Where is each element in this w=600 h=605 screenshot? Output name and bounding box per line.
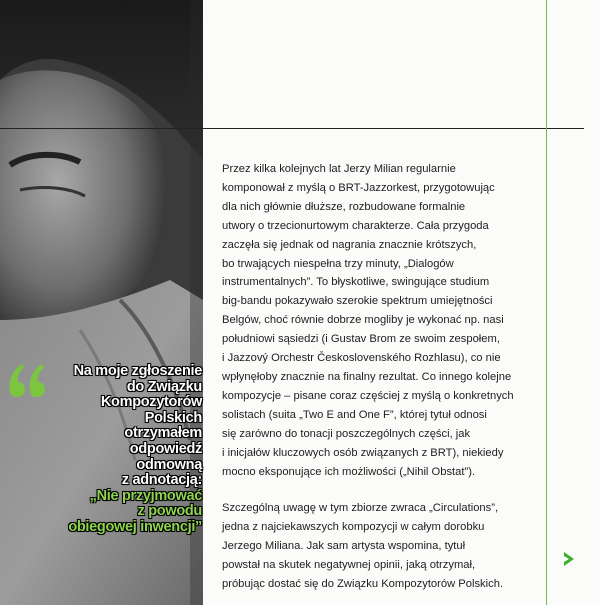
pull-quote-line: odmowną (136, 456, 202, 473)
paragraph-1 (222, 160, 542, 481)
text-line: południowi sąsiedzi (i Gustav Brom ze swoim zespołem, (222, 333, 500, 346)
text-line: mocno eksponujące ich możliwości („Nihil Obstat”). (222, 465, 476, 478)
chevron-right-icon (562, 551, 576, 567)
horizontal-rule (0, 128, 584, 129)
text-line: Przez kilka kolejnych lat Jerzy Milian regularnie (222, 163, 456, 175)
pull-quote-highlight-line: „Nie przyjmować (89, 487, 202, 504)
text-line: próbując dostać się do Związku Kompozytorów Polskich. (222, 578, 504, 591)
text-line: instrumentalnych”. To błyskotliwe, swingujące studium (222, 276, 490, 289)
text-line: komponował z myślą o BRT-Jazzorkest, przygotowując (222, 181, 495, 194)
text-line: Jerzego Miliana. Jak sam artysta wspomina, tytuł (222, 540, 466, 553)
text-line: dla nich głównie dłuższe, rozbudowane formalnie (222, 200, 466, 213)
pull-quote-line: Polskich (144, 409, 202, 426)
pull-quote-line: Kompozytorów (100, 394, 202, 411)
text-line: big-bandu pokazywało szerokie spektrum umiejętności (222, 295, 493, 308)
text-line: wpłynęłoby znacznie na finalny rezultat. Co innego kolejne (222, 370, 512, 383)
text-line: zaczęła się jednak od nagrania znacznie krótszych, (222, 238, 477, 251)
pull-quote-highlight-line: obiegowej inwencji” (68, 518, 202, 535)
paragraph-2 (222, 499, 542, 594)
text-line: kompozycje – pisane coraz częściej z myślą o konkretnych (222, 389, 514, 402)
pull-quote-line: otrzymałem (124, 425, 202, 442)
text-line: utwory o trzecionurtowym charakterze. Cała przygoda (222, 219, 489, 232)
text-line: bo trwających niespełna trzy minuty, „Dialogów (222, 257, 454, 270)
pull-quote-line: z adnotacją: (121, 472, 202, 489)
text-line: Szczególną uwagę w tym zbiorze zwraca „Circulations”, (222, 502, 499, 515)
text-line: jedna z najciekawszych kompozycji w całym dorobku (222, 521, 485, 534)
pull-quote-line: do Związku (126, 378, 202, 395)
pull-quote-line: Na moje zgłoszenie (73, 363, 202, 379)
article-body (222, 160, 542, 594)
text-line: i Jazzový Orchestr Československého Rozhlasu), co nie (222, 352, 501, 365)
pull-quote-line: odpowiedź (129, 440, 202, 457)
vertical-green-rule (546, 0, 547, 605)
pull-quote (24, 364, 202, 536)
text-line: solistach (suita „Two E and One F”, której tytuł odnosi (222, 408, 487, 421)
text-line: się zarówno do tonacji poszczególnych części, jak (222, 427, 471, 440)
text-line: powstał na skutek negatywnej opinii, jaką otrzymał, (222, 559, 476, 572)
text-line: i inicjałów kluczowych osób związanych z BRT), niekiedy (222, 446, 504, 459)
pull-quote-highlight-line: z powodu (137, 503, 202, 520)
text-line: Belgów, choć równie dobrze mogliby je wykonać np. nasi (222, 314, 504, 327)
